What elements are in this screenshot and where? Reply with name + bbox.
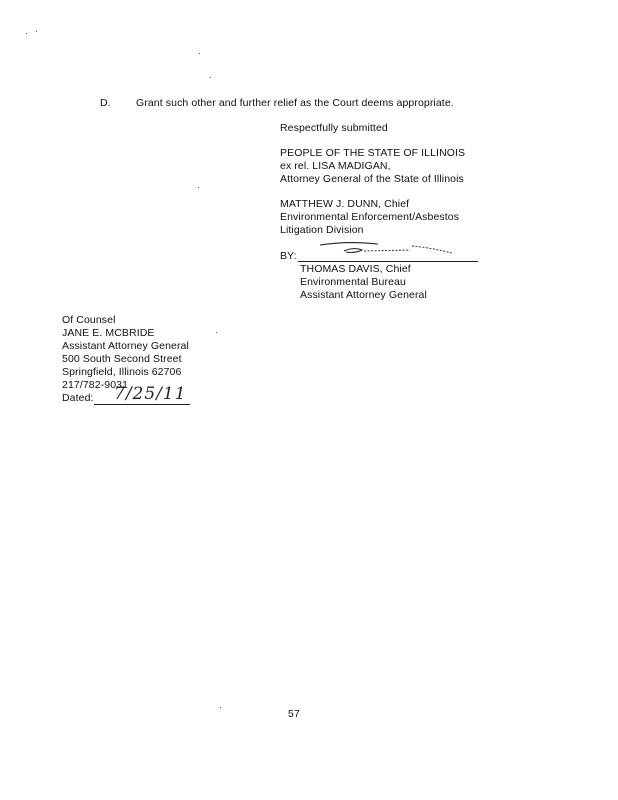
signer-line: Assistant Attorney General [300, 289, 427, 301]
party-line: PEOPLE OF THE STATE OF ILLINOIS [280, 147, 466, 159]
dated-label: Dated: [62, 392, 94, 404]
signer-line: Environmental Bureau [300, 276, 406, 288]
respectfully-submitted: Respectfully submitted [280, 122, 388, 134]
signer-line: THOMAS DAVIS, Chief [300, 263, 411, 275]
scan-speck [36, 31, 37, 32]
dated-value: 7/25/11 [114, 384, 187, 404]
dated-line [94, 404, 190, 405]
chief-line: MATTHEW J. DUNN, Chief [280, 198, 410, 210]
counsel-name: JANE E. MCBRIDE [62, 327, 155, 339]
scan-speck [198, 187, 199, 188]
relief-letter: D. [100, 97, 111, 109]
counsel-heading: Of Counsel [62, 314, 116, 326]
relief-text: Grant such other and further relief as the Court deems appropriate. [136, 97, 454, 109]
party-line: Attorney General of the State of Illinois [280, 173, 464, 185]
scan-speck [26, 33, 27, 34]
chief-line: Environmental Enforcement/Asbestos [280, 211, 460, 223]
by-label: BY: [280, 250, 297, 262]
signature-line [298, 261, 478, 262]
counsel-street: 500 South Second Street [62, 353, 182, 365]
scan-speck [216, 332, 217, 333]
counsel-title: Assistant Attorney General [62, 340, 189, 352]
scan-speck [210, 77, 211, 78]
counsel-phone: 217/782-9031 [62, 379, 129, 391]
page-number: 57 [288, 708, 300, 720]
chief-line: Litigation Division [280, 224, 364, 236]
counsel-city: Springfield, Illinois 62706 [62, 366, 182, 378]
scan-speck [199, 53, 200, 54]
handwritten-signature [300, 236, 460, 260]
party-line: ex rel. LISA MADIGAN, [280, 160, 391, 172]
scan-speck [220, 707, 221, 708]
